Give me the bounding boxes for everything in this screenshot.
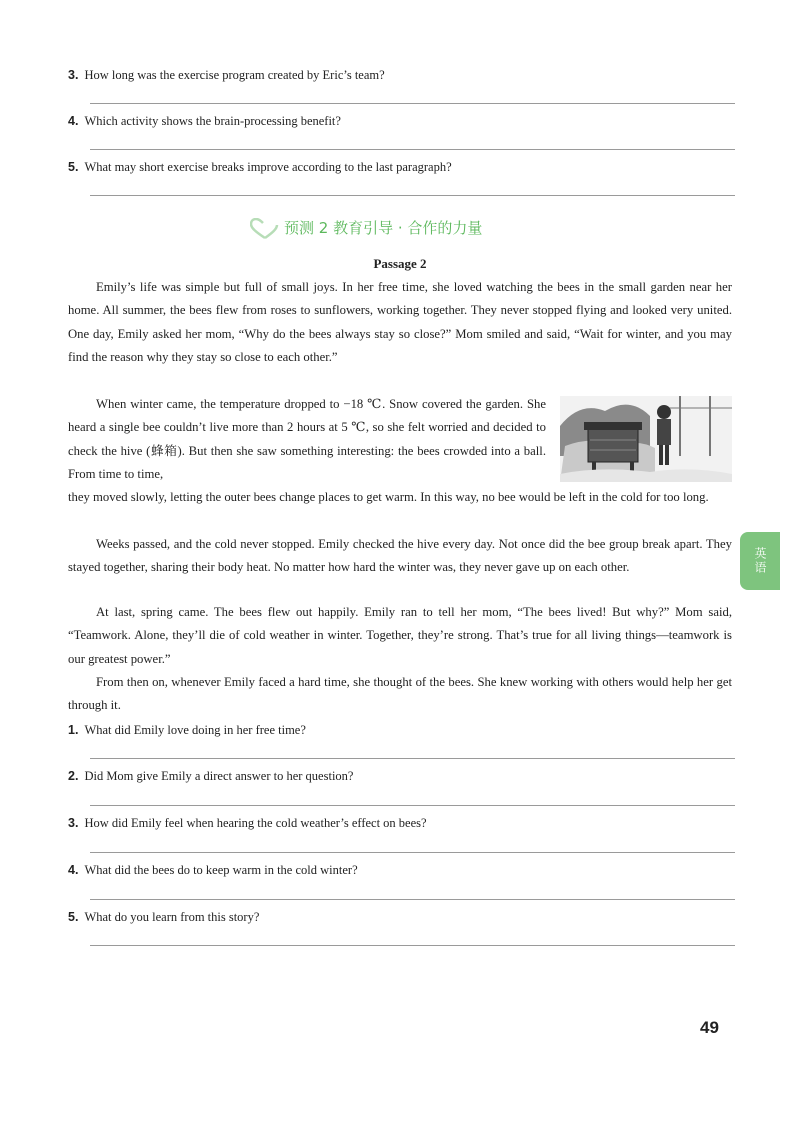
question-number: 5.: [68, 910, 79, 924]
question-text: Did Mom give Emily a direct answer to her question?: [84, 769, 354, 783]
question-3: [68, 815, 427, 831]
subject-side-tab: 英语: [740, 532, 780, 590]
paragraph-5: From then on, whenever Emily faced a hard time, she thought of the bees. She knew working with others would help her get through it.: [68, 675, 732, 713]
section-heading: [250, 214, 550, 242]
question-2: [68, 768, 353, 784]
question-4: [68, 862, 358, 878]
question-text: What do you learn from this story?: [84, 910, 260, 924]
question-number: 3.: [68, 68, 79, 82]
passage-title: Passage 2: [373, 256, 427, 271]
question-number: 2.: [68, 769, 79, 783]
paragraph-2: When winter came, the temperature dropped to −18 ℃. Snow covered the garden. She heard a single bee couldn’t live more than 2 hours at 5 ℃, so she felt worried and decided to check the hive (蜂箱). But then she saw something interesting: the bees crowded into a ball. From time to time,: [68, 397, 546, 481]
paragraph-3: Weeks passed, and the cold never stopped. Emily checked the hive every day. Not once did the bee group break apart. They stayed together, sharing their body heat. No matter how hard the winter was, they never gave up on each other.: [68, 537, 732, 575]
answer-line[interactable]: [90, 852, 735, 853]
question-number: 1.: [68, 723, 79, 737]
page-number: 49: [700, 1018, 719, 1037]
top-question-5: [68, 159, 452, 175]
question-text: What did the bees do to keep warm in the cold winter?: [84, 863, 358, 877]
answer-line[interactable]: [90, 149, 735, 150]
section-heading-text: 预测 2 教育引导 · 合作的力量: [284, 219, 483, 237]
answer-line[interactable]: [90, 758, 735, 759]
question-number: 3.: [68, 816, 79, 830]
paragraph-1: Emily’s life was simple but full of small joys. In her free time, she loved watching the bees in the small garden near her home. All summer, the bees flew from roses to sunflowers, working together. They never stopped flying and looked very united. One day, Emily asked her mom, “Why do the bees always stay so close?” Mom smiled and said, “Wait for winter, and you may find the reason why they stay so close to each other.”: [68, 280, 732, 364]
winter-hive-illustration: [560, 396, 732, 482]
question-text: What did Emily love doing in her free time?: [84, 723, 306, 737]
question-1: [68, 722, 306, 738]
paragraph-4: At last, spring came. The bees flew out happily. Emily ran to tell her mom, “The bees lived! But why?” Mom said, “Teamwork. Alone, they’ll die of cold weather in winter. Together, they’re strong. That’s true for all living things—teamwork is our greatest power.”: [68, 605, 732, 666]
heart-decoration-icon: [250, 218, 280, 240]
question-number: 5.: [68, 160, 79, 174]
question-number: 4.: [68, 863, 79, 877]
answer-line[interactable]: [90, 945, 735, 946]
question-text: What may short exercise breaks improve according to the last paragraph?: [84, 160, 452, 174]
answer-line[interactable]: [90, 899, 735, 900]
top-question-3: [68, 67, 385, 83]
question-5: [68, 909, 259, 925]
question-text: How did Emily feel when hearing the cold weather’s effect on bees?: [84, 816, 427, 830]
paragraph-2-continued: they moved slowly, letting the outer bees change places to get warm. In this way, no bee would be left in the cold for too long.: [68, 490, 709, 504]
question-number: 4.: [68, 114, 79, 128]
question-text: How long was the exercise program created by Eric’s team?: [84, 68, 385, 82]
answer-line[interactable]: [90, 195, 735, 196]
question-text: Which activity shows the brain-processing benefit?: [84, 114, 341, 128]
answer-line[interactable]: [90, 805, 735, 806]
top-question-4: [68, 113, 341, 129]
answer-line[interactable]: [90, 103, 735, 104]
